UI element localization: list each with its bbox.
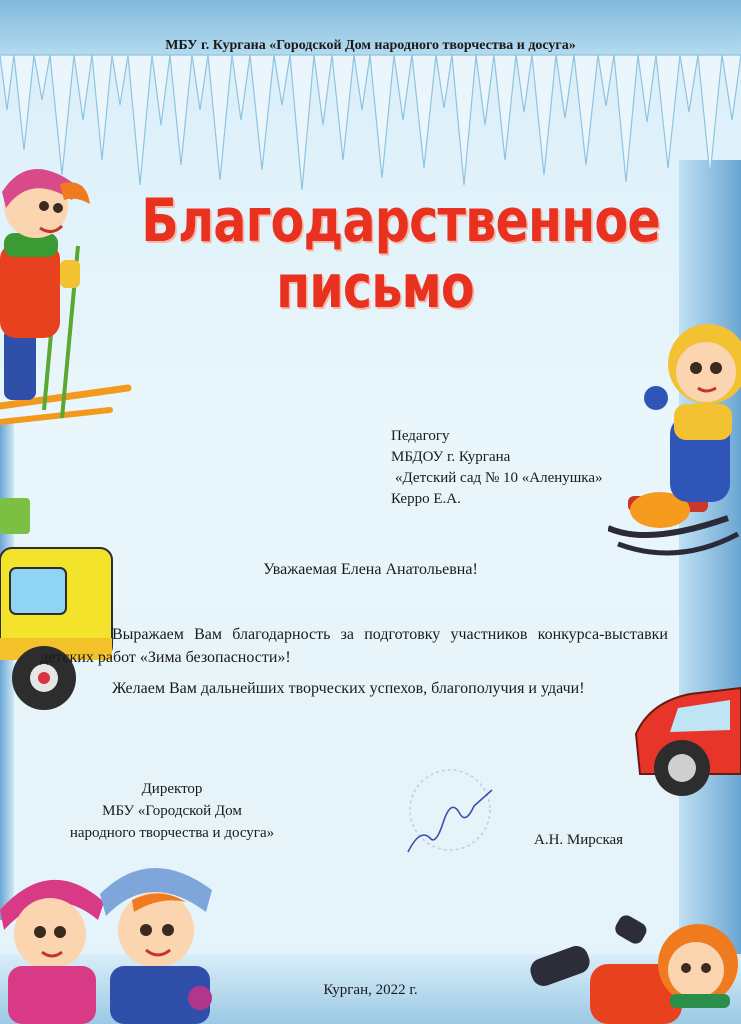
handwritten-signature xyxy=(400,768,510,858)
organization-header: МБУ г. Кургана «Городской Дом народного творчества и досуга» xyxy=(165,38,576,53)
title-line-1: Благодарственное xyxy=(141,186,660,256)
signatory-position-line-3: народного творчества и досуга» xyxy=(69,825,275,841)
title-line-2: письмо xyxy=(276,252,474,322)
signatory-position-line-1: Директор xyxy=(141,781,203,797)
addressee-line-1: Педагогу xyxy=(391,428,450,444)
body-paragraph-2: Желаем Вам дальнейших творческих успехов, благополучия и удачи! xyxy=(112,680,585,697)
page-title xyxy=(141,186,660,322)
addressee-line-4: Керро Е.А. xyxy=(391,491,461,507)
sledding-child-illustration xyxy=(608,296,741,571)
addressee-line-3: «Детский сад № 10 «Аленушка» xyxy=(395,470,603,486)
addressee-block xyxy=(391,426,603,510)
signatory-name: А.Н. Мирская xyxy=(534,832,624,848)
frame-right-border xyxy=(679,160,741,1024)
skier-child-illustration xyxy=(0,148,135,433)
signatory-position xyxy=(42,778,302,844)
letter-body xyxy=(40,623,668,708)
signatory-position-line-2: МБУ «Городской Дом xyxy=(102,803,242,819)
greeting: Уважаемая Елена Анатольевна! xyxy=(263,561,478,578)
place-and-date: Курган, 2022 г. xyxy=(323,982,418,998)
body-paragraph-1: Выражаем Вам благодарность за подготовку участников конкурса-выставки детских работ «Зима безопасности»! xyxy=(40,626,668,666)
addressee-line-2: МБДОУ г. Кургана xyxy=(391,449,511,465)
falling-child-illustration xyxy=(520,912,741,1024)
